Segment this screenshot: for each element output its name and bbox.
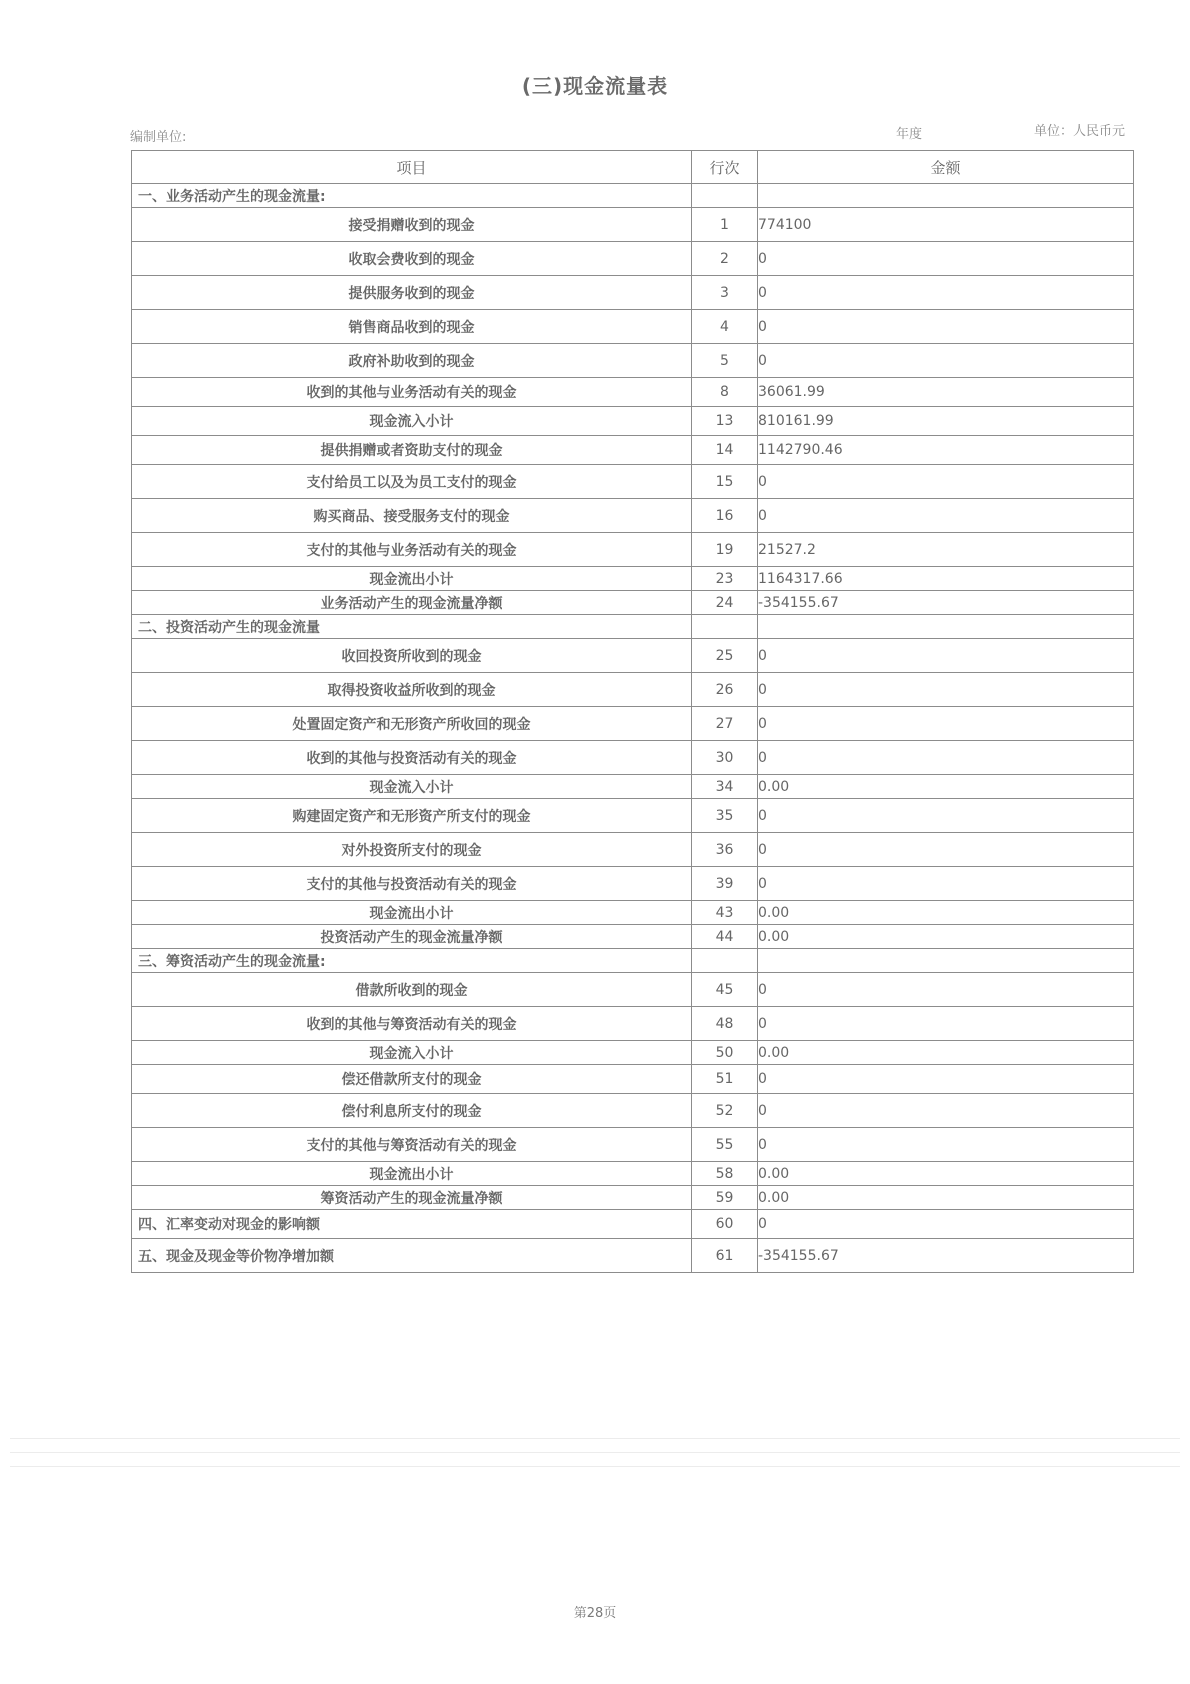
row-line-number: 34	[692, 775, 758, 799]
row-line-number: 30	[692, 741, 758, 775]
row-amount: 0	[758, 741, 1134, 775]
row-item: 四、汇率变动对现金的影响额	[132, 1210, 692, 1239]
row-line-number: 59	[692, 1186, 758, 1210]
table-row	[132, 242, 1134, 276]
table-row	[132, 533, 1134, 567]
row-line-number: 36	[692, 833, 758, 867]
table-row	[132, 799, 1134, 833]
row-line-number: 39	[692, 867, 758, 901]
row-item: 支付给员工以及为员工支付的现金	[132, 465, 692, 499]
row-amount: 0	[758, 344, 1134, 378]
row-amount: 774100	[758, 208, 1134, 242]
row-amount: 0.00	[758, 775, 1134, 799]
row-item: 取得投资收益所收到的现金	[132, 673, 692, 707]
header-amount: 金额	[758, 151, 1134, 184]
row-amount: 0	[758, 673, 1134, 707]
row-item: 提供捐赠或者资助支付的现金	[132, 436, 692, 465]
row-amount: 0	[758, 1065, 1134, 1094]
row-item: 业务活动产生的现金流量净额	[132, 591, 692, 615]
row-amount: 810161.99	[758, 407, 1134, 436]
table-row	[132, 833, 1134, 867]
page-title: (三)现金流量表	[521, 74, 669, 98]
table-row	[132, 775, 1134, 799]
row-item: 筹资活动产生的现金流量净额	[132, 1186, 692, 1210]
row-item: 偿还借款所支付的现金	[132, 1065, 692, 1094]
row-line-number: 60	[692, 1210, 758, 1239]
table-row	[132, 973, 1134, 1007]
row-line-number: 23	[692, 567, 758, 591]
row-line-number: 58	[692, 1162, 758, 1186]
row-amount	[758, 184, 1134, 208]
table-row	[132, 591, 1134, 615]
row-amount: 0.00	[758, 925, 1134, 949]
table-row	[132, 673, 1134, 707]
row-item: 支付的其他与筹资活动有关的现金	[132, 1128, 692, 1162]
row-amount: 21527.2	[758, 533, 1134, 567]
row-line-number: 52	[692, 1094, 758, 1128]
row-amount: 1164317.66	[758, 567, 1134, 591]
row-item: 一、业务活动产生的现金流量:	[132, 184, 692, 208]
table-row	[132, 1007, 1134, 1041]
table-row	[132, 1065, 1134, 1094]
row-item: 现金流入小计	[132, 407, 692, 436]
row-line-number: 44	[692, 925, 758, 949]
row-item: 购买商品、接受服务支付的现金	[132, 499, 692, 533]
row-item: 收到的其他与业务活动有关的现金	[132, 378, 692, 407]
table-row	[132, 1162, 1134, 1186]
row-line-number: 13	[692, 407, 758, 436]
row-line-number: 4	[692, 310, 758, 344]
row-item: 偿付利息所支付的现金	[132, 1094, 692, 1128]
row-item: 支付的其他与业务活动有关的现金	[132, 533, 692, 567]
row-line-number: 51	[692, 1065, 758, 1094]
row-line-number: 5	[692, 344, 758, 378]
row-amount	[758, 615, 1134, 639]
row-item: 支付的其他与投资活动有关的现金	[132, 867, 692, 901]
row-amount: -354155.67	[758, 591, 1134, 615]
table-row	[132, 378, 1134, 407]
row-amount: 0	[758, 833, 1134, 867]
table-row	[132, 436, 1134, 465]
row-line-number: 8	[692, 378, 758, 407]
table-row	[132, 639, 1134, 673]
section-row	[132, 615, 1134, 639]
row-item: 对外投资所支付的现金	[132, 833, 692, 867]
row-line-number: 1	[692, 208, 758, 242]
row-item: 现金流出小计	[132, 1162, 692, 1186]
row-amount: 0	[758, 867, 1134, 901]
row-item: 收到的其他与投资活动有关的现金	[132, 741, 692, 775]
row-item: 现金流入小计	[132, 775, 692, 799]
row-line-number	[692, 184, 758, 208]
table-row	[132, 1128, 1134, 1162]
row-item: 接受捐赠收到的现金	[132, 208, 692, 242]
row-item: 现金流入小计	[132, 1041, 692, 1065]
row-line-number	[692, 949, 758, 973]
row-line-number: 50	[692, 1041, 758, 1065]
section-row	[132, 949, 1134, 973]
row-item: 借款所收到的现金	[132, 973, 692, 1007]
row-amount: 0	[758, 799, 1134, 833]
section-row	[132, 1210, 1134, 1239]
row-amount: 0	[758, 1210, 1134, 1239]
table-row	[132, 1094, 1134, 1128]
row-item: 收到的其他与筹资活动有关的现金	[132, 1007, 692, 1041]
row-amount: 0	[758, 1094, 1134, 1128]
row-item: 现金流出小计	[132, 567, 692, 591]
row-line-number: 3	[692, 276, 758, 310]
table-row	[132, 465, 1134, 499]
table-row	[132, 867, 1134, 901]
row-item: 提供服务收到的现金	[132, 276, 692, 310]
row-line-number: 48	[692, 1007, 758, 1041]
row-item: 收取会费收到的现金	[132, 242, 692, 276]
row-amount: 0.00	[758, 1162, 1134, 1186]
cash-flow-table	[131, 150, 1134, 1273]
org-label: 编制单位:	[130, 130, 187, 145]
table-row	[132, 901, 1134, 925]
row-line-number: 16	[692, 499, 758, 533]
row-line-number: 19	[692, 533, 758, 567]
table-row	[132, 208, 1134, 242]
table-row	[132, 499, 1134, 533]
row-line-number: 24	[692, 591, 758, 615]
header-item: 项目	[132, 151, 692, 184]
row-item: 销售商品收到的现金	[132, 310, 692, 344]
row-line-number: 14	[692, 436, 758, 465]
row-amount: 0	[758, 465, 1134, 499]
table-row	[132, 567, 1134, 591]
row-item: 现金流出小计	[132, 901, 692, 925]
row-item: 三、筹资活动产生的现金流量:	[132, 949, 692, 973]
row-line-number: 55	[692, 1128, 758, 1162]
table-row	[132, 1041, 1134, 1065]
table-row	[132, 925, 1134, 949]
row-amount	[758, 949, 1134, 973]
row-line-number	[692, 615, 758, 639]
row-item: 五、现金及现金等价物净增加额	[132, 1239, 692, 1273]
row-amount: 0.00	[758, 1041, 1134, 1065]
row-item: 购建固定资产和无形资产所支付的现金	[132, 799, 692, 833]
row-line-number: 2	[692, 242, 758, 276]
header-line: 行次	[692, 151, 758, 184]
row-amount: 0.00	[758, 901, 1134, 925]
row-amount: 0	[758, 639, 1134, 673]
row-line-number: 27	[692, 707, 758, 741]
row-amount: 0	[758, 310, 1134, 344]
table-row	[132, 344, 1134, 378]
section-row	[132, 184, 1134, 208]
table-row	[132, 310, 1134, 344]
row-line-number: 15	[692, 465, 758, 499]
row-amount: -354155.67	[758, 1239, 1134, 1273]
row-amount: 0	[758, 276, 1134, 310]
row-amount: 0	[758, 242, 1134, 276]
row-amount: 0	[758, 973, 1134, 1007]
table-row	[132, 707, 1134, 741]
row-item: 二、投资活动产生的现金流量	[132, 615, 692, 639]
row-item: 收回投资所收到的现金	[132, 639, 692, 673]
section-row	[132, 1239, 1134, 1273]
year-label: 年度	[896, 127, 923, 142]
row-amount: 0	[758, 707, 1134, 741]
table-row	[132, 1186, 1134, 1210]
table-row	[132, 741, 1134, 775]
row-amount: 1142790.46	[758, 436, 1134, 465]
table-row	[132, 276, 1134, 310]
row-item: 投资活动产生的现金流量净额	[132, 925, 692, 949]
unit-label: 单位：人民币元	[1034, 124, 1126, 139]
row-amount: 0	[758, 1128, 1134, 1162]
row-item: 政府补助收到的现金	[132, 344, 692, 378]
row-amount: 0.00	[758, 1186, 1134, 1210]
row-line-number: 43	[692, 901, 758, 925]
row-line-number: 61	[692, 1239, 758, 1273]
table-header-row	[132, 151, 1134, 184]
row-line-number: 25	[692, 639, 758, 673]
row-line-number: 26	[692, 673, 758, 707]
row-line-number: 35	[692, 799, 758, 833]
table-row	[132, 407, 1134, 436]
table-body	[132, 184, 1134, 1273]
row-item: 处置固定资产和无形资产所收回的现金	[132, 707, 692, 741]
row-amount: 0	[758, 499, 1134, 533]
page-number: 第28页	[573, 1606, 617, 1621]
row-amount: 36061.99	[758, 378, 1134, 407]
row-line-number: 45	[692, 973, 758, 1007]
row-amount: 0	[758, 1007, 1134, 1041]
